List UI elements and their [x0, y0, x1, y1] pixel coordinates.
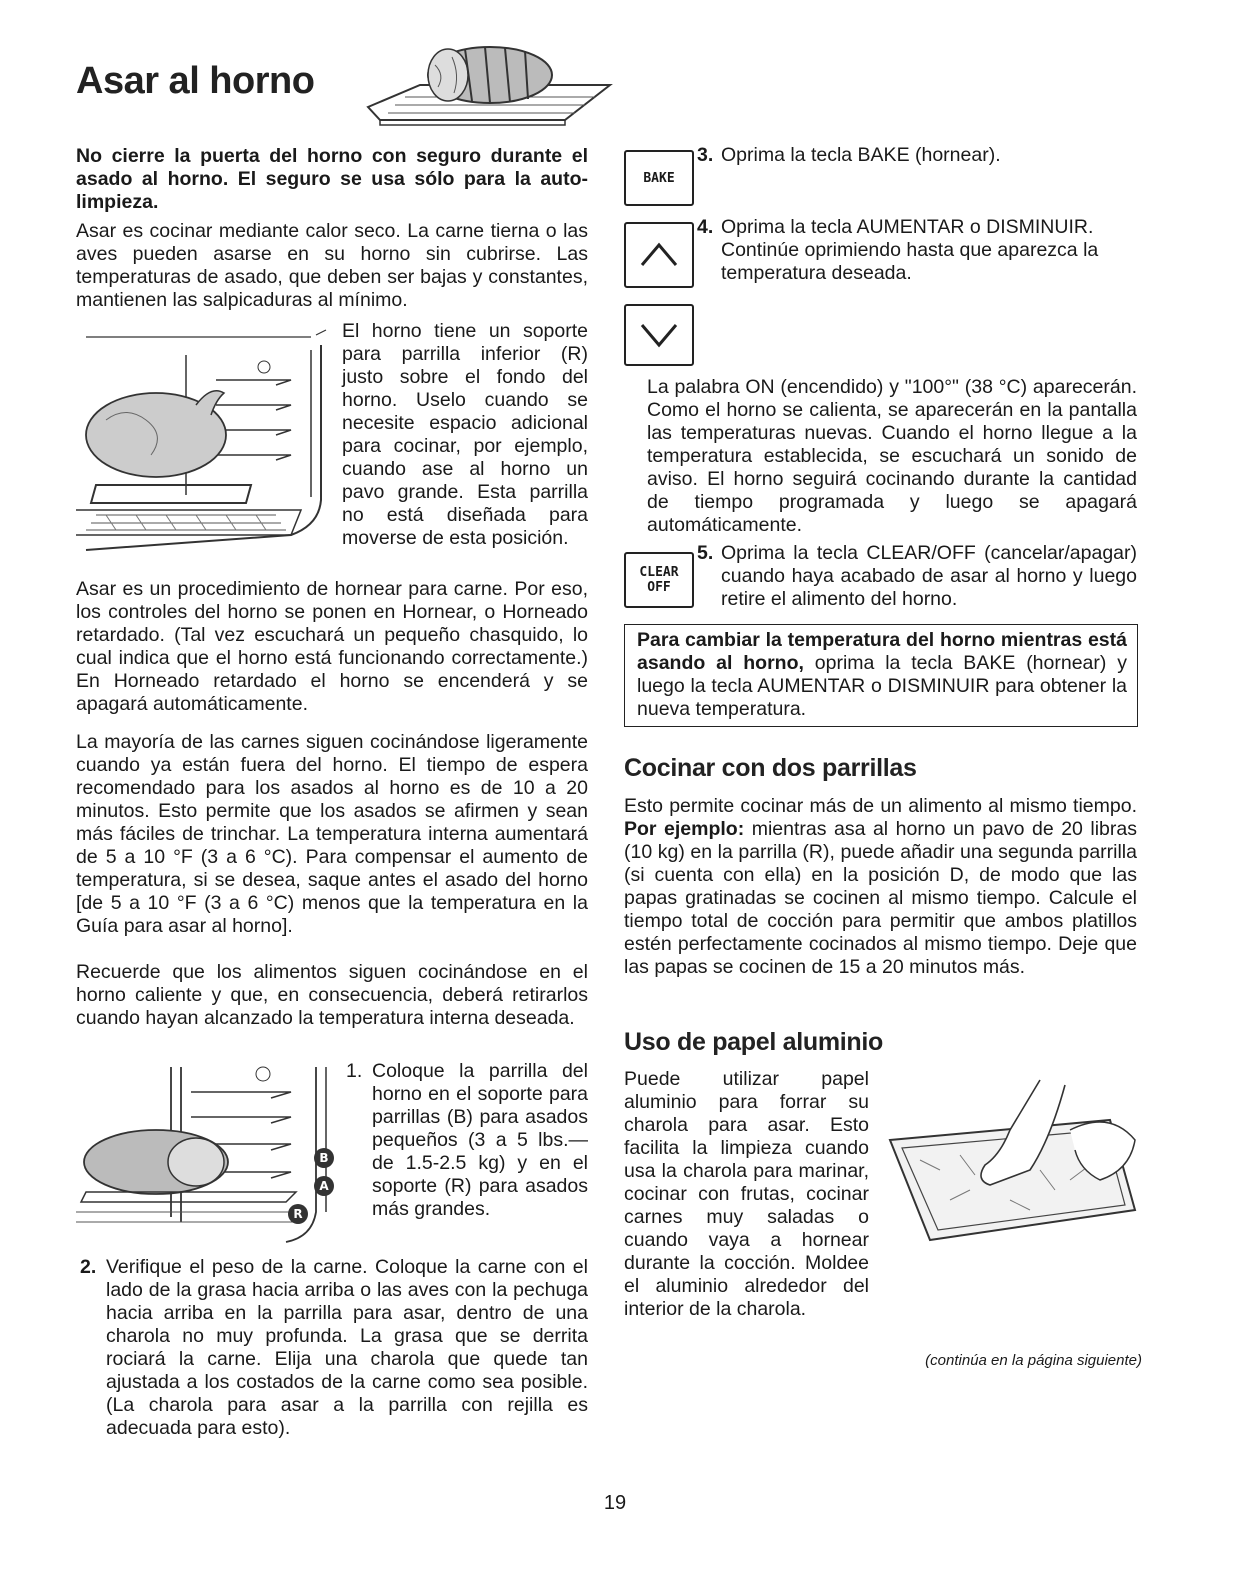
roast-pan-illustration — [360, 35, 620, 130]
rack-r-paragraph: El horno tiene un soporte para parrilla inferior (R) justo sobre el fondo del horno. Uselo cuando se necesite espacio adicional para cocinar, por ejemplo, cuando ase al horno un pavo grande. Esta parrilla no está diseñada para moverse de esta posición. — [342, 320, 588, 549]
step-1 — [346, 1060, 588, 1221]
step-1-number: 1. — [346, 1060, 363, 1082]
after-step-4-paragraph: La palabra ON (encendido) y "100°" (38 °C) aparecerán. Como el horno se calienta, se aparecerán en la pantalla las temperaturas nuevas. Cuando el horno llegue a la temperatura establecida, se escuchará un sonido de aviso. El horno seguirá cocinando durante la cantidad de tiempo programada y luego se apagará automáticamente. — [647, 376, 1137, 536]
note-text: oprima la tecla BAKE (hornear) y luego la tecla AUMENTAR o DISMINUIR para obtener la nueva temperatura. — [637, 652, 1127, 720]
step-5-text: Oprima la tecla CLEAR/OFF (cancelar/apagar) cuando haya acabado de asar al horno y luego retire el alimento del horno. — [721, 542, 1137, 610]
step-4 — [697, 216, 1137, 285]
bake-key-label: BAKE — [643, 170, 675, 186]
step-3-text: Oprima la tecla BAKE (hornear). — [721, 144, 1001, 166]
chevron-down-icon — [639, 322, 679, 348]
step-4-text: Oprima la tecla AUMENTAR o DISMINUIR. Continúe oprimiendo hasta que aparezca la temperatura deseada. — [721, 216, 1099, 284]
step-2-number: 2. — [80, 1256, 97, 1278]
step-3 — [697, 144, 1137, 167]
foil-pan-illustration — [880, 1070, 1145, 1255]
warning-text: No cierre la puerta del horno con seguro durante el asado al horno. El seguro se usa sólo para la auto-limpieza. — [76, 145, 588, 213]
resting-paragraph: La mayoría de las carnes siguen cocinándose ligeramente cuando ya están fuera del horno. El tiempo de espera recomendado para los asados al horno es de 10 a 20 minutos. Esto permite que los asados se afirmen y sean más fáciles de trinchar. La temperatura interna aumentará de 5 a 10 °F (3 a 6 °C). Para compensar el aumento de temperatura, si se desea, saque antes el asado del horno [de 5 a 10 °F (3 a 6 °C) menos que la temperatura en la Guía para asar al horno]. — [76, 731, 588, 937]
two-racks-text-b: mientras asa al horno un pavo de 20 libras (10 kg) en la parrilla (R), puede añadir una segunda parrilla (si cuenta con ella) en la posición D, de modo que las papas gratinadas se cocinen al mismo tiempo. Calcule el tiempo total de cocción para permitir que ambos platillos estén perfectamente cocinados al mismo tiempo. Deje que las papas se cocinen de 15 a 20 minutos más. — [624, 818, 1137, 978]
off-key-label: OFF — [647, 580, 671, 595]
section-two-racks-title: Cocinar con dos parrillas — [624, 754, 917, 782]
rack-a-marker: A — [319, 1179, 329, 1193]
clear-off-key[interactable] — [624, 552, 694, 608]
rack-r-marker: R — [293, 1207, 303, 1221]
note-bold-text: Para cambiar la temperatura del horno mientras está asando al horno, — [637, 629, 1127, 674]
chevron-up-icon — [639, 242, 679, 268]
decrease-key[interactable] — [624, 304, 694, 366]
bake-key[interactable] — [624, 150, 694, 206]
page-title: Asar al horno — [76, 60, 315, 102]
step-2 — [80, 1256, 588, 1440]
rack-b-marker: B — [319, 1151, 329, 1165]
temperature-change-note — [624, 624, 1138, 727]
foil-paragraph: Puede utilizar papel aluminio para forrar su charola para asar. Esto facilita la limpieza cuando usa la charola para marinar, cocinar con frutas, cocinar carnes muy saladas o cuando vaya a hornear durante la cocción. Moldee el aluminio alrededor del interior de la charola. — [624, 1068, 869, 1320]
step-4-number: 4. — [697, 216, 714, 238]
two-racks-text-a: Esto permite cocinar más de un alimento al mismo tiempo. — [624, 795, 1137, 817]
step-5-number: 5. — [697, 542, 714, 564]
step-2-text: Verifique el peso de la carne. Coloque la carne con el lado de la grasa hacia arriba o las aves con la pechuga hacia arriba en la parrilla para asar, dentro de una charola no muy profunda. La grasa que se derrita rociará la carne. Elija una charola que quede tan ajustada a los costados de la carne como sea posible. (La charola para asar a la parrilla con rejilla es adecuada para esto). — [106, 1256, 588, 1439]
roast-rack-illustration — [76, 1062, 346, 1247]
increase-key[interactable] — [624, 222, 694, 288]
remember-paragraph: Recuerde que los alimentos siguen cocinándose en el horno caliente y que, en consecuencia, deberá retirarlos cuando hayan alcanzado la temperatura interna deseada. — [76, 961, 588, 1029]
turkey-oven-illustration — [76, 325, 336, 555]
section-foil-title: Uso de papel aluminio — [624, 1028, 884, 1056]
step-1-text: Coloque la parrilla del horno en el soporte para parrillas (B) para asados pequeños (3 a 5 lbs.—de 1.5-2.5 kg) y en el soporte (R) para asados más grandes. — [372, 1060, 588, 1220]
procedure-paragraph: Asar es un procedimiento de hornear para carne. Por eso, los controles del horno se ponen en Hornear, o Horneado retardado. (Tal vez escuchará un pequeño chasquido, lo cual indica que el horno está funcionando correctamente.) En Horneado retardado el horno se encenderá y se apagará automáticamente. — [76, 578, 588, 715]
clear-key-label: CLEAR — [639, 565, 679, 580]
step-3-number: 3. — [697, 144, 714, 166]
step-5 — [697, 542, 1137, 611]
continued-note: (continúa en la página siguiente) — [925, 1352, 1142, 1369]
two-racks-example-label: Por ejemplo: — [624, 818, 745, 840]
page-number: 19 — [603, 1492, 627, 1514]
intro-paragraph: Asar es cocinar mediante calor seco. La carne tierna o las aves pueden asarse en su horno sin cubrirse. Las temperaturas de asado, que deben ser bajas y constantes, mantienen las salpicaduras al mínimo. — [76, 220, 588, 311]
two-racks-paragraph — [624, 795, 1137, 979]
